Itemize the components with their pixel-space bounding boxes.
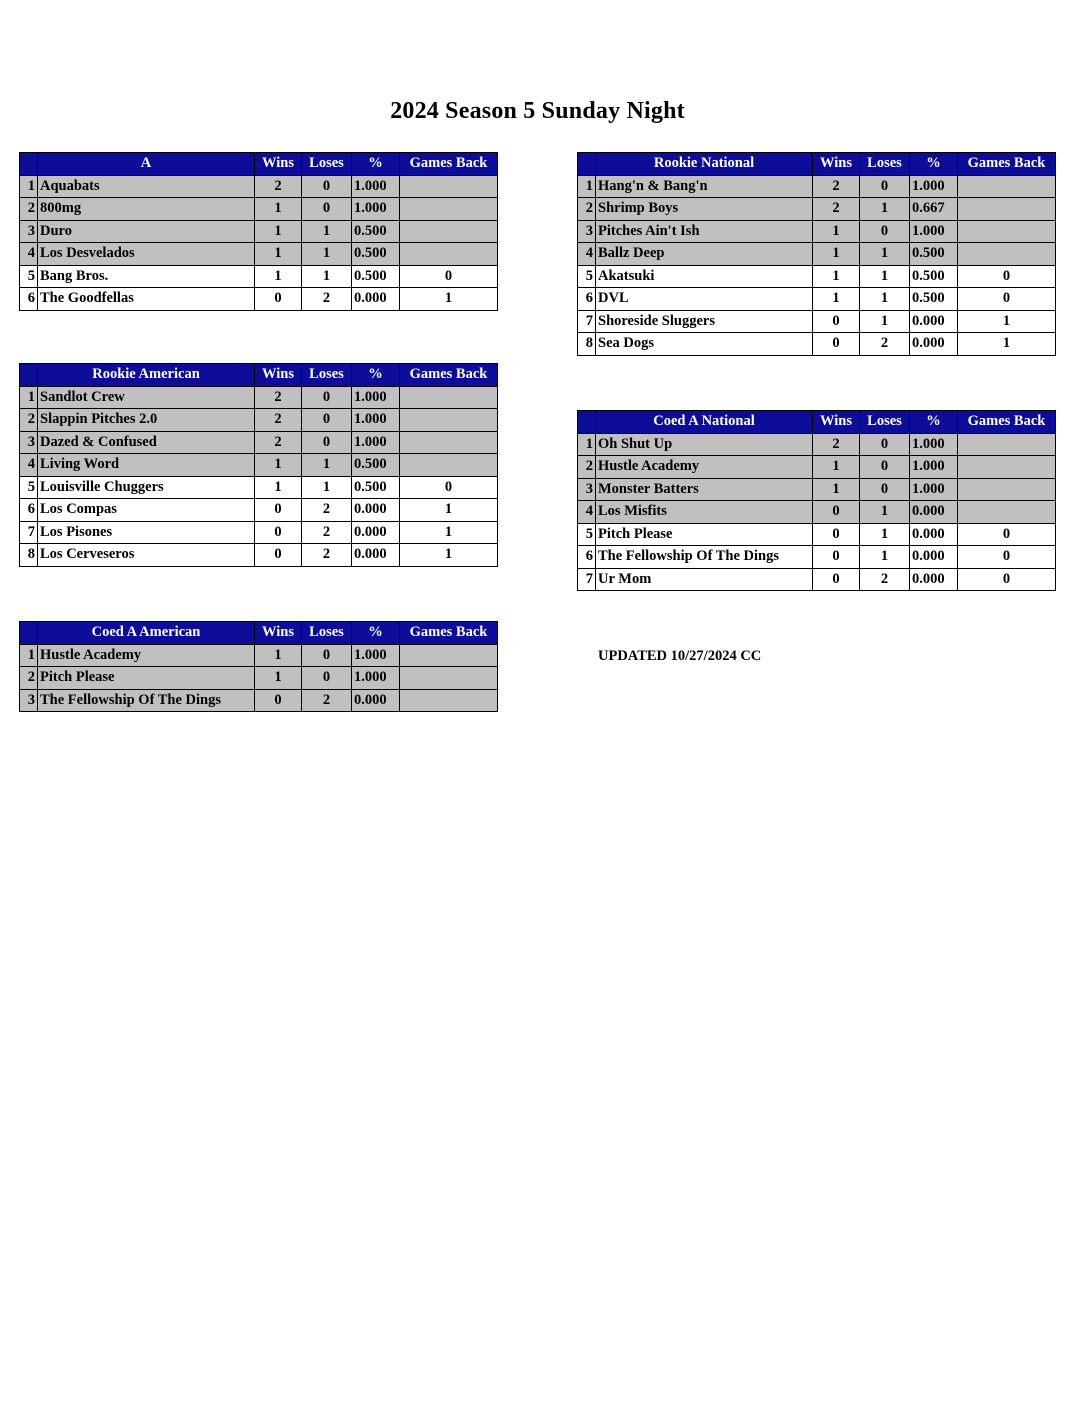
pct-cell: 1.000	[352, 667, 400, 690]
games-back-cell: 0	[958, 523, 1056, 546]
rank-cell: 5	[20, 476, 38, 499]
loses-cell: 2	[302, 544, 352, 567]
pct-cell: 0.500	[352, 454, 400, 477]
table-header-row	[578, 153, 1056, 176]
pct-cell: 1.000	[352, 431, 400, 454]
page-title: 2024 Season 5 Sunday Night	[390, 98, 685, 124]
rank-cell: 8	[578, 333, 596, 356]
pct-cell: 0.000	[352, 689, 400, 712]
table-row	[20, 175, 498, 198]
pct-cell: 0.000	[910, 523, 958, 546]
wins-header: Wins	[813, 153, 860, 176]
loses-cell: 1	[302, 220, 352, 243]
pct-cell: 1.000	[910, 220, 958, 243]
loses-cell: 2	[860, 333, 910, 356]
pct-cell: 0.000	[352, 521, 400, 544]
pct-header: %	[352, 153, 400, 176]
rank-cell: 7	[20, 521, 38, 544]
loses-cell: 2	[302, 288, 352, 311]
games-back-cell: 0	[958, 265, 1056, 288]
wins-cell: 2	[255, 175, 302, 198]
team-name-cell: Los Misfits	[596, 501, 813, 524]
loses-header: Loses	[302, 364, 352, 387]
table-row	[20, 220, 498, 243]
loses-cell: 1	[860, 243, 910, 266]
team-name-cell: Living Word	[38, 454, 255, 477]
pct-cell: 0.500	[910, 288, 958, 311]
team-name-cell: Slappin Pitches 2.0	[38, 409, 255, 432]
rank-cell: 1	[20, 644, 38, 667]
rank-cell: 1	[578, 433, 596, 456]
pct-cell: 1.000	[352, 198, 400, 221]
pct-cell: 0.000	[910, 501, 958, 524]
table-row	[578, 265, 1056, 288]
loses-cell: 0	[860, 220, 910, 243]
loses-cell: 1	[860, 546, 910, 569]
rank-cell: 6	[20, 499, 38, 522]
games-back-cell: 0	[400, 265, 498, 288]
table-row	[578, 433, 1056, 456]
table-row	[20, 454, 498, 477]
pct-cell: 0.000	[910, 568, 958, 591]
table-row	[578, 198, 1056, 221]
pct-cell: 1.000	[910, 456, 958, 479]
wins-cell: 1	[813, 265, 860, 288]
games-back-cell	[958, 220, 1056, 243]
rank-cell: 3	[578, 220, 596, 243]
table-row	[20, 521, 498, 544]
rank-header	[20, 622, 38, 645]
wins-cell: 1	[255, 220, 302, 243]
table-row	[578, 478, 1056, 501]
wins-header: Wins	[813, 411, 860, 434]
rank-cell: 1	[20, 175, 38, 198]
wins-cell: 0	[255, 544, 302, 567]
wins-header: Wins	[255, 622, 302, 645]
pct-cell: 0.000	[910, 333, 958, 356]
team-name-cell: Los Pisones	[38, 521, 255, 544]
games-back-cell	[400, 198, 498, 221]
loses-cell: 0	[860, 478, 910, 501]
loses-cell: 0	[302, 667, 352, 690]
rank-cell: 3	[578, 478, 596, 501]
games-back-cell: 1	[958, 310, 1056, 333]
rank-cell: 8	[20, 544, 38, 567]
rank-cell: 2	[578, 456, 596, 479]
games-back-cell: 0	[958, 288, 1056, 311]
rank-cell: 4	[578, 501, 596, 524]
wins-cell: 1	[255, 476, 302, 499]
loses-cell: 0	[302, 644, 352, 667]
team-name-cell: Oh Shut Up	[596, 433, 813, 456]
table-row	[20, 431, 498, 454]
pct-cell: 1.000	[910, 433, 958, 456]
loses-cell: 1	[302, 265, 352, 288]
table-row	[20, 644, 498, 667]
games-back-cell: 0	[958, 568, 1056, 591]
team-name-cell: Monster Batters	[596, 478, 813, 501]
updated-note: UPDATED 10/27/2024 CC	[598, 648, 762, 664]
loses-cell: 1	[302, 454, 352, 477]
wins-cell: 1	[255, 644, 302, 667]
pct-cell: 1.000	[352, 175, 400, 198]
team-name-cell: The Goodfellas	[38, 288, 255, 311]
wins-cell: 0	[813, 523, 860, 546]
wins-cell: 1	[255, 243, 302, 266]
wins-cell: 0	[813, 501, 860, 524]
table-row	[20, 499, 498, 522]
pct-cell: 0.000	[352, 499, 400, 522]
rank-cell: 2	[20, 667, 38, 690]
team-name-cell: The Fellowship Of The Dings	[38, 689, 255, 712]
pct-header: %	[910, 153, 958, 176]
wins-cell: 0	[813, 568, 860, 591]
standings-table-coed-a-american	[19, 621, 498, 712]
games-back-cell	[958, 198, 1056, 221]
wins-cell: 1	[813, 456, 860, 479]
table-header-row	[578, 411, 1056, 434]
pct-cell: 0.000	[910, 546, 958, 569]
rank-cell: 5	[578, 523, 596, 546]
division-name: Rookie American	[38, 364, 255, 387]
table-row	[20, 265, 498, 288]
games-back-header: Games Back	[400, 364, 498, 387]
games-back-cell	[400, 454, 498, 477]
table-row	[20, 476, 498, 499]
table-header-row	[20, 364, 498, 387]
team-name-cell: Pitch Please	[596, 523, 813, 546]
team-name-cell: Akatsuki	[596, 265, 813, 288]
team-name-cell: Duro	[38, 220, 255, 243]
table-row	[20, 409, 498, 432]
rank-cell: 2	[20, 409, 38, 432]
team-name-cell: Hang'n & Bang'n	[596, 175, 813, 198]
rank-header	[578, 411, 596, 434]
games-back-header: Games Back	[400, 153, 498, 176]
loses-cell: 1	[860, 198, 910, 221]
wins-cell: 2	[255, 431, 302, 454]
standings-table-a	[19, 152, 498, 311]
wins-cell: 2	[813, 433, 860, 456]
loses-header: Loses	[860, 411, 910, 434]
rank-cell: 1	[20, 386, 38, 409]
pct-cell: 0.000	[910, 310, 958, 333]
games-back-cell	[400, 409, 498, 432]
loses-cell: 2	[860, 568, 910, 591]
table-header-row	[20, 622, 498, 645]
games-back-cell	[400, 431, 498, 454]
team-name-cell: Pitches Ain't Ish	[596, 220, 813, 243]
team-name-cell: Shoreside Sluggers	[596, 310, 813, 333]
loses-header: Loses	[302, 153, 352, 176]
rank-cell: 3	[20, 689, 38, 712]
games-back-cell	[958, 456, 1056, 479]
games-back-header: Games Back	[958, 153, 1056, 176]
pct-cell: 0.000	[352, 544, 400, 567]
rank-cell: 5	[578, 265, 596, 288]
wins-cell: 1	[255, 265, 302, 288]
loses-cell: 0	[860, 456, 910, 479]
wins-cell: 0	[255, 288, 302, 311]
games-back-cell	[400, 175, 498, 198]
wins-cell: 0	[255, 521, 302, 544]
team-name-cell: 800mg	[38, 198, 255, 221]
wins-cell: 2	[813, 198, 860, 221]
pct-cell: 1.000	[910, 478, 958, 501]
pct-cell: 1.000	[910, 175, 958, 198]
pct-header: %	[352, 364, 400, 387]
rank-cell: 4	[20, 454, 38, 477]
table-row	[578, 220, 1056, 243]
team-name-cell: Los Cerveseros	[38, 544, 255, 567]
division-name: Rookie National	[596, 153, 813, 176]
team-name-cell: Pitch Please	[38, 667, 255, 690]
loses-cell: 0	[302, 198, 352, 221]
rank-cell: 7	[578, 568, 596, 591]
games-back-cell	[958, 478, 1056, 501]
games-back-cell: 1	[400, 499, 498, 522]
wins-header: Wins	[255, 153, 302, 176]
loses-cell: 2	[302, 521, 352, 544]
table-row	[20, 243, 498, 266]
rank-cell: 5	[20, 265, 38, 288]
games-back-cell	[958, 433, 1056, 456]
division-name: A	[38, 153, 255, 176]
loses-cell: 1	[860, 523, 910, 546]
table-row	[20, 667, 498, 690]
table-row	[578, 333, 1056, 356]
loses-cell: 0	[302, 409, 352, 432]
pct-cell: 0.500	[352, 476, 400, 499]
pct-cell: 1.000	[352, 386, 400, 409]
team-name-cell: Dazed & Confused	[38, 431, 255, 454]
loses-cell: 1	[860, 310, 910, 333]
pct-cell: 0.667	[910, 198, 958, 221]
games-back-cell	[400, 243, 498, 266]
pct-cell: 0.500	[910, 243, 958, 266]
team-name-cell: Hustle Academy	[596, 456, 813, 479]
wins-cell: 0	[255, 689, 302, 712]
games-back-header: Games Back	[958, 411, 1056, 434]
games-back-cell: 0	[958, 546, 1056, 569]
table-row	[578, 523, 1056, 546]
wins-cell: 2	[813, 175, 860, 198]
loses-cell: 1	[302, 243, 352, 266]
rank-header	[20, 153, 38, 176]
games-back-cell	[958, 175, 1056, 198]
wins-cell: 1	[813, 220, 860, 243]
wins-cell: 0	[813, 333, 860, 356]
games-back-cell	[958, 501, 1056, 524]
table-row	[20, 689, 498, 712]
table-row	[578, 243, 1056, 266]
rank-cell: 4	[20, 243, 38, 266]
pct-cell: 0.000	[352, 288, 400, 311]
loses-cell: 0	[860, 175, 910, 198]
loses-cell: 0	[860, 433, 910, 456]
team-name-cell: DVL	[596, 288, 813, 311]
wins-cell: 1	[255, 454, 302, 477]
pct-cell: 0.500	[352, 220, 400, 243]
games-back-header: Games Back	[400, 622, 498, 645]
games-back-cell: 1	[400, 521, 498, 544]
wins-cell: 0	[255, 499, 302, 522]
loses-cell: 1	[860, 288, 910, 311]
rank-cell: 3	[20, 220, 38, 243]
wins-cell: 1	[813, 243, 860, 266]
games-back-cell	[400, 644, 498, 667]
games-back-cell	[400, 689, 498, 712]
standings-table-rookie-national	[577, 152, 1056, 356]
table-row	[578, 175, 1056, 198]
rank-cell: 2	[20, 198, 38, 221]
team-name-cell: Los Compas	[38, 499, 255, 522]
team-name-cell: Aquabats	[38, 175, 255, 198]
table-row	[20, 386, 498, 409]
rank-cell: 6	[20, 288, 38, 311]
table-row	[20, 198, 498, 221]
pct-cell: 0.500	[352, 243, 400, 266]
rank-cell: 2	[578, 198, 596, 221]
standings-table-coed-a-national	[577, 410, 1056, 591]
loses-cell: 1	[860, 265, 910, 288]
loses-cell: 1	[860, 501, 910, 524]
team-name-cell: Sandlot Crew	[38, 386, 255, 409]
pct-cell: 0.500	[910, 265, 958, 288]
team-name-cell: Louisville Chuggers	[38, 476, 255, 499]
pct-cell: 1.000	[352, 644, 400, 667]
wins-cell: 2	[255, 409, 302, 432]
loses-cell: 1	[302, 476, 352, 499]
table-row	[578, 310, 1056, 333]
team-name-cell: Bang Bros.	[38, 265, 255, 288]
table-row	[20, 544, 498, 567]
loses-cell: 0	[302, 386, 352, 409]
wins-cell: 0	[813, 546, 860, 569]
division-name: Coed A American	[38, 622, 255, 645]
table-row	[578, 568, 1056, 591]
rank-cell: 3	[20, 431, 38, 454]
team-name-cell: Shrimp Boys	[596, 198, 813, 221]
pct-header: %	[910, 411, 958, 434]
games-back-cell	[400, 220, 498, 243]
loses-header: Loses	[860, 153, 910, 176]
wins-cell: 0	[813, 310, 860, 333]
team-name-cell: The Fellowship Of The Dings	[596, 546, 813, 569]
table-row	[578, 501, 1056, 524]
table-row	[578, 288, 1056, 311]
wins-cell: 1	[813, 288, 860, 311]
team-name-cell: Los Desvelados	[38, 243, 255, 266]
pct-header: %	[352, 622, 400, 645]
games-back-cell: 1	[400, 288, 498, 311]
games-back-cell	[958, 243, 1056, 266]
standings-table-rookie-american	[19, 363, 498, 567]
wins-header: Wins	[255, 364, 302, 387]
rank-cell: 4	[578, 243, 596, 266]
loses-cell: 0	[302, 175, 352, 198]
loses-cell: 0	[302, 431, 352, 454]
team-name-cell: Sea Dogs	[596, 333, 813, 356]
loses-cell: 2	[302, 689, 352, 712]
rank-header	[578, 153, 596, 176]
rank-header	[20, 364, 38, 387]
games-back-cell: 1	[958, 333, 1056, 356]
loses-cell: 2	[302, 499, 352, 522]
team-name-cell: Ur Mom	[596, 568, 813, 591]
team-name-cell: Hustle Academy	[38, 644, 255, 667]
rank-cell: 6	[578, 288, 596, 311]
pct-cell: 1.000	[352, 409, 400, 432]
games-back-cell	[400, 386, 498, 409]
games-back-cell: 0	[400, 476, 498, 499]
wins-cell: 2	[255, 386, 302, 409]
games-back-cell	[400, 667, 498, 690]
pct-cell: 0.500	[352, 265, 400, 288]
games-back-cell: 1	[400, 544, 498, 567]
rank-cell: 1	[578, 175, 596, 198]
division-name: Coed A National	[596, 411, 813, 434]
table-header-row	[20, 153, 498, 176]
loses-header: Loses	[302, 622, 352, 645]
rank-cell: 6	[578, 546, 596, 569]
team-name-cell: Ballz Deep	[596, 243, 813, 266]
table-row	[578, 546, 1056, 569]
table-row	[20, 288, 498, 311]
wins-cell: 1	[255, 198, 302, 221]
table-row	[578, 456, 1056, 479]
rank-cell: 7	[578, 310, 596, 333]
wins-cell: 1	[255, 667, 302, 690]
wins-cell: 1	[813, 478, 860, 501]
